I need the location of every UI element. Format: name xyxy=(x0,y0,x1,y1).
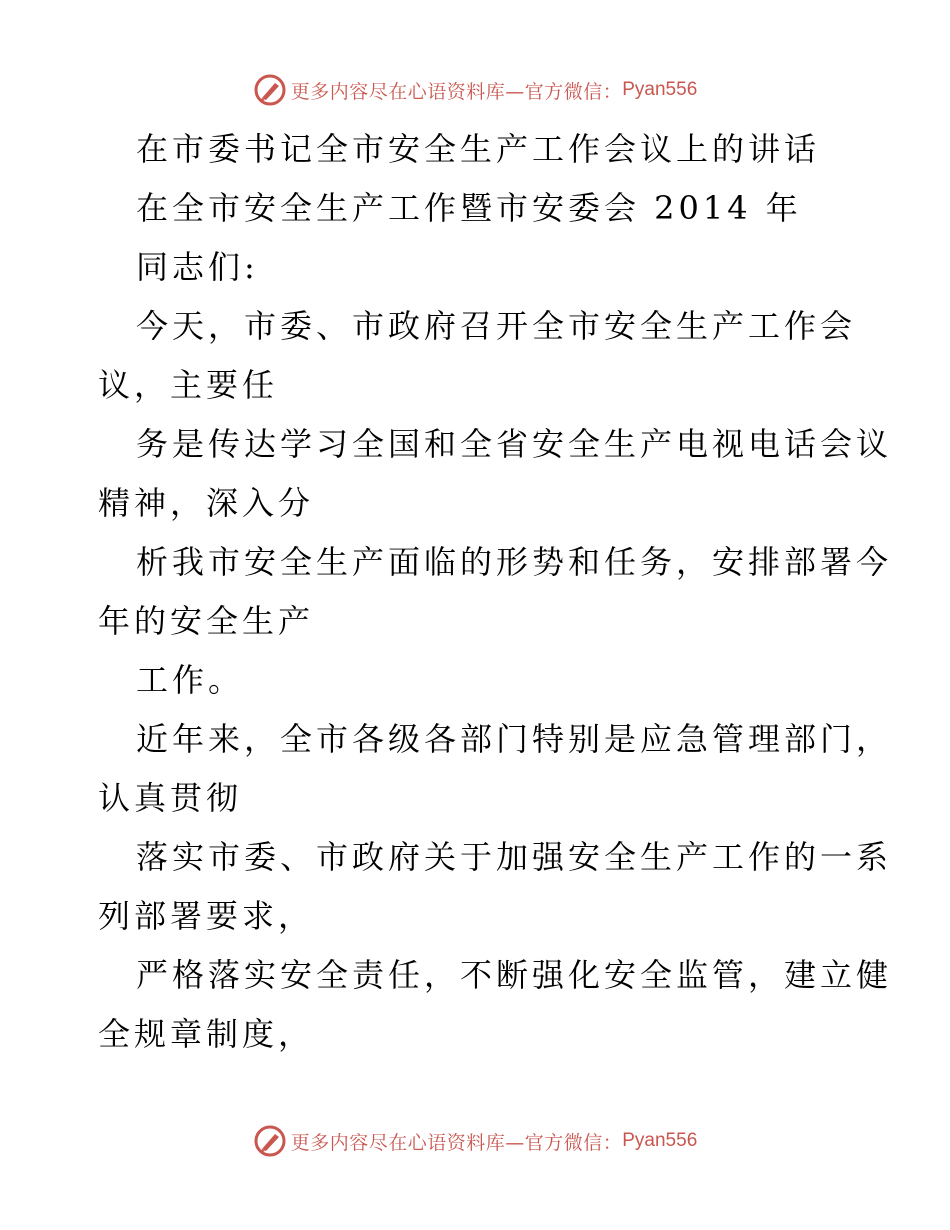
document-subtitle: 在全市安全生产工作暨市安委会 2014 年 xyxy=(136,189,802,227)
text-line: 全规章制度， xyxy=(98,1015,315,1053)
pen-logo-icon xyxy=(253,1124,287,1158)
watermark-text: 更多内容尽在心语资料库—官方微信： xyxy=(290,80,623,103)
text-line: 务是传达学习全国和全省安全生产电视电话会议 xyxy=(136,425,893,463)
text-line: 析我市安全生产面临的形势和任务，安排部署今 xyxy=(136,543,893,581)
text-line: 近年来，全市各级各部门特别是应急管理部门， xyxy=(136,720,893,758)
text-line: 落实市委、市政府关于加强安全生产工作的一系 xyxy=(136,838,893,876)
text-line: 精神，深入分 xyxy=(98,484,315,522)
footer-watermark xyxy=(0,1121,950,1161)
text-line: 年的安全生产 xyxy=(98,602,315,640)
document-body xyxy=(98,120,893,1064)
watermark-text: 更多内容尽在心语资料库—官方微信： xyxy=(290,1131,623,1154)
text-line: 今天，市委、市政府召开全市安全生产工作会 xyxy=(136,307,857,345)
watermark-handle: Pyan556 xyxy=(622,1130,698,1151)
header-watermark xyxy=(0,70,950,110)
pen-logo-icon xyxy=(253,73,287,107)
text-line: 议，主要任 xyxy=(98,366,279,404)
text-line: 工作。 xyxy=(136,661,245,699)
text-line: 严格落实安全责任，不断强化安全监管，建立健 xyxy=(136,956,893,994)
document-title: 在市委书记全市安全生产工作会议上的讲话 xyxy=(136,130,821,168)
salutation: 同志们: xyxy=(136,248,259,286)
watermark-handle: Pyan556 xyxy=(622,79,698,100)
text-line: 认真贯彻 xyxy=(98,779,243,817)
text-line: 列部署要求， xyxy=(98,897,315,935)
